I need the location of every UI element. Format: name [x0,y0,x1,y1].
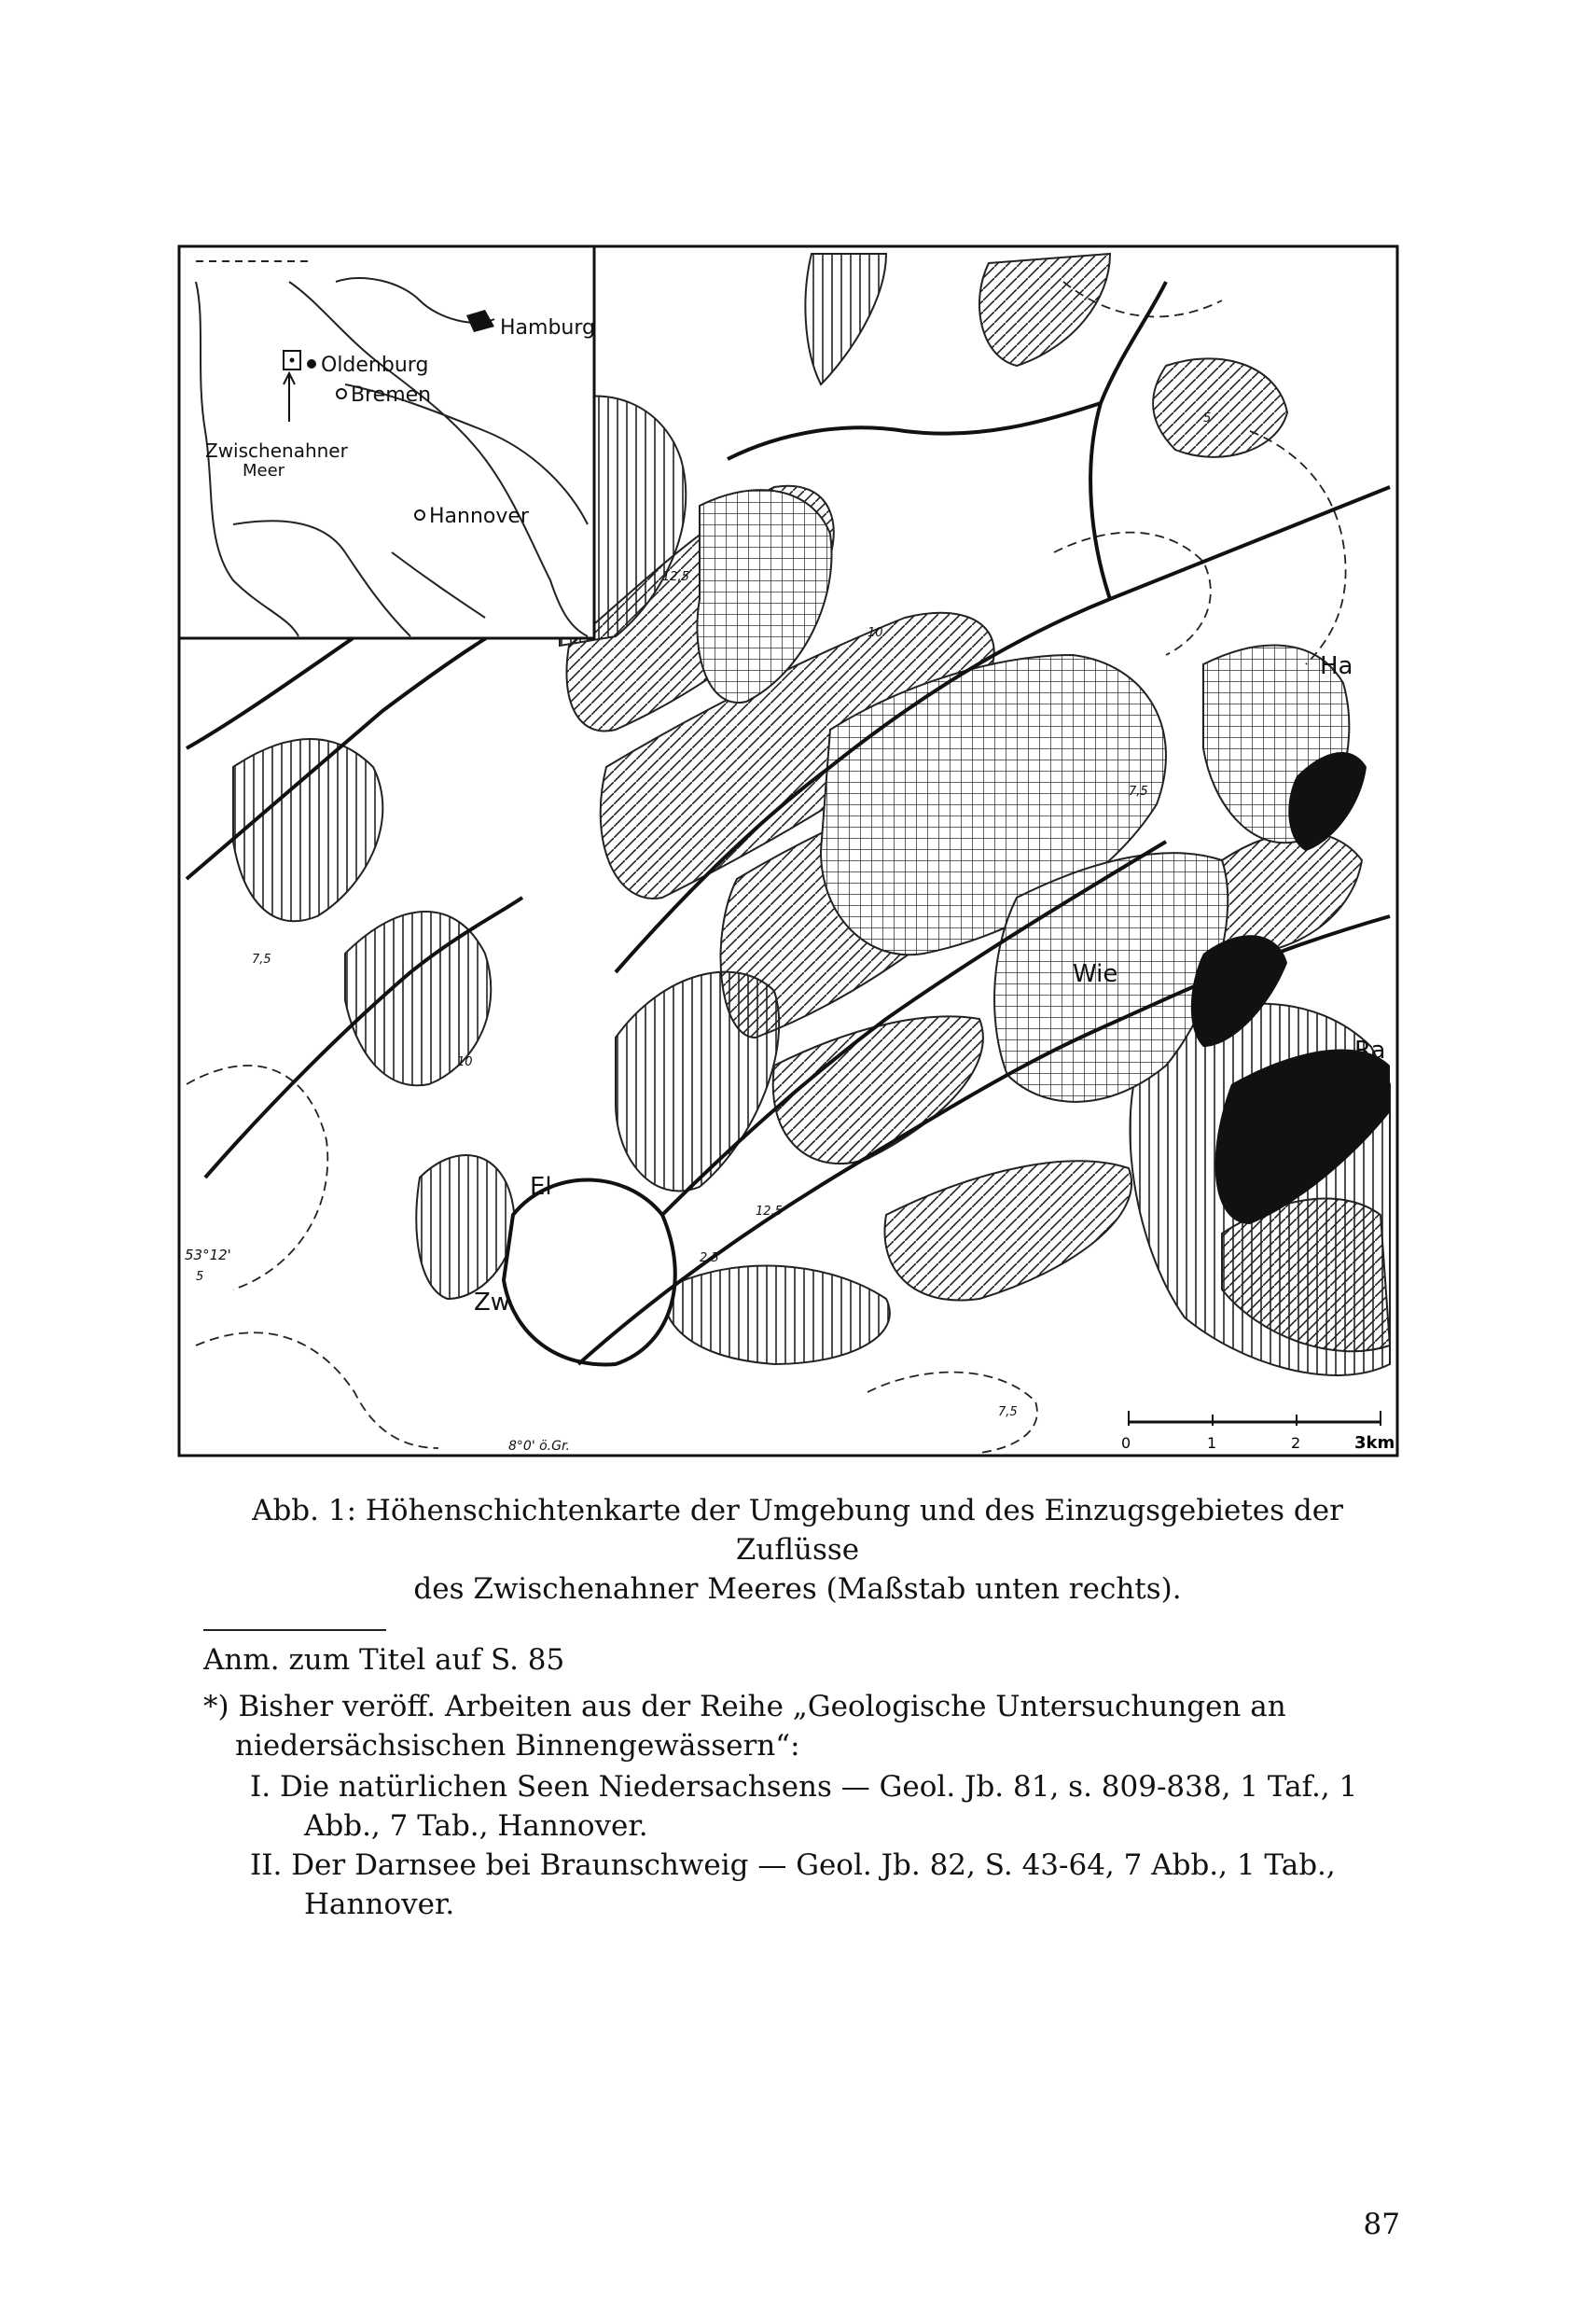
caption-line: Abb. 1: Höhenschichtenkarte der Umgebung und des Einzugsgebietes der Zuflüsse [252,1494,1343,1567]
inset-city-label: Hamburg [500,316,595,340]
inset-city-label: Hannover [429,505,529,528]
svg-text:2,5: 2,5 [700,1251,719,1265]
inset-lake-label: Meer [243,461,285,481]
svg-text:10: 10 [867,626,883,640]
footnote-main: *) Bisher veröff. Arbeiten aus der Reihe „Geologische Untersuchungen an niedersächsischen Binnengewässern“: [203,1690,1286,1763]
svg-text:7,5: 7,5 [252,953,271,967]
latitude-label: 53°12' [185,1247,231,1263]
svg-text:5: 5 [196,1270,204,1284]
place-label-ra: Ra [1354,1037,1386,1065]
place-label-ha: Ha [1320,652,1353,680]
svg-text:3km: 3km [1354,1433,1395,1453]
svg-text:12,5: 12,5 [756,1205,783,1219]
inset-city-label: Bremen [351,383,432,407]
svg-text:5: 5 [1203,411,1212,425]
topographic-map [177,244,1399,1457]
figure-caption [196,1491,1399,1609]
longitude-label: 8°0' ö.Gr. [508,1439,570,1454]
svg-text:0: 0 [1121,1434,1131,1452]
svg-text:2: 2 [1291,1434,1301,1452]
footnote-item: II. Der Darnsee bei Braunschweig — Geol. Jb. 82, S. 43-64, 7 Abb., 1 Tab., Hannover. [250,1848,1336,1921]
svg-text:7,5: 7,5 [998,1405,1018,1419]
svg-text:1: 1 [1207,1434,1217,1452]
page-number: 87 [1363,2208,1400,2241]
footnotes [203,1635,1397,1924]
caption-line: des Zwischenahner Meeres (Maßstab unten rechts). [413,1572,1182,1606]
inset-map [179,246,595,638]
place-label-wie: Wie [1073,960,1118,988]
footnote-note: Anm. zum Titel auf S. 85 [203,1643,565,1677]
place-label-el: El [530,1173,552,1201]
svg-text:12,5: 12,5 [662,570,689,584]
inset-city-label: Oldenburg [321,354,429,377]
svg-text:7,5: 7,5 [1129,785,1148,799]
footnote-divider [203,1629,386,1631]
place-label-zw: Zw. [474,1289,516,1317]
svg-text:10: 10 [457,1055,473,1069]
inset-lake-label: Zwischenahner [205,439,348,462]
footnote-item: I. Die natürlichen Seen Niedersachsens — Geol. Jb. 81, s. 809-838, 1 Taf., 1 Abb., 7 Tab., Hannover. [250,1770,1358,1843]
